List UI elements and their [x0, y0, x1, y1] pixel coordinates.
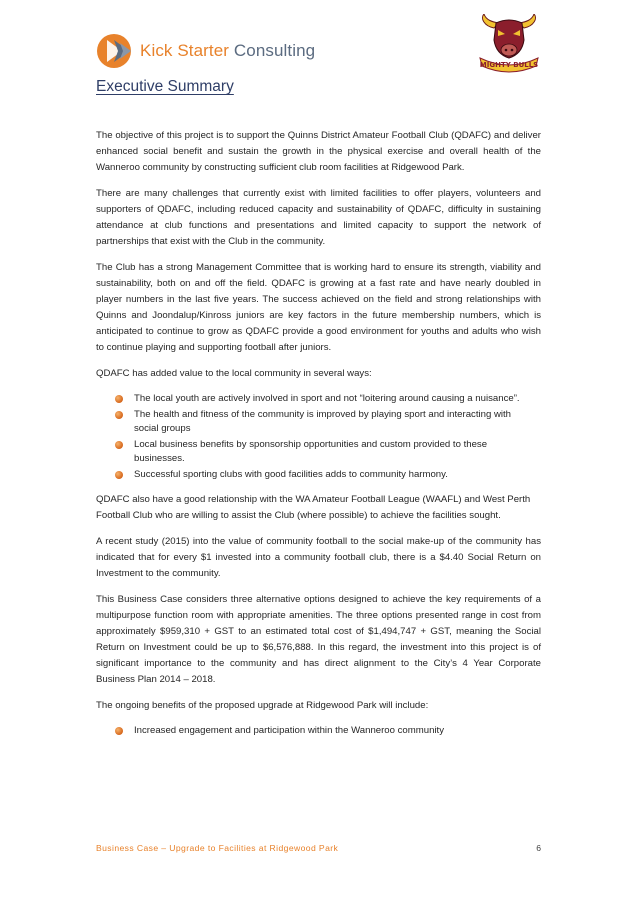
- list-item: The local youth are actively involved in sport and not “loitering around causing a nuisance”.: [134, 392, 541, 407]
- paragraph-objective: The objective of this project is to support the Quinns District Amateur Football Club (QDAFC) and deliver enhanced social benefit and sustain the growth in the physical exercise and overall health of the Wanneroo community by constructing sufficient club room facilities at Ridgewood Park.: [96, 130, 541, 173]
- list-item: Local business benefits by sponsorship opportunities and custom provided to these businesses.: [134, 438, 541, 467]
- paragraph-study: A recent study (2015) into the value of community football to the social make-up of the community has indicated that for every $1 invested into a community football club, there is a $4.40 Social Return on Investment to the community.: [96, 536, 541, 579]
- logo-consulting: Consulting: [233, 41, 316, 60]
- crest-label: MIGHTY BULLS: [479, 61, 539, 69]
- list-item: Increased engagement and participation within the Wanneroo community: [134, 724, 541, 739]
- paragraph-waafl: QDAFC also have a good relationship with the WA Amateur Football League (WAAFL) and West Perth Football Club who are willing to assist the Club (where possible) to achieve the facilities sought.: [96, 494, 531, 521]
- paragraph-management: The Club has a strong Management Committee that is working hard to ensure its strength, viability and sustainability, both on and off the field. QDAFC is growing at a fast rate and have nearly doubled in player numbers in the last five years. The success achieved on the field and strong relationships with Quinns and Joondalup/Kinross juniors are key factors in the future membership numbers, which is anticipated to continue to grow as QDAFC provide a good environment for youths and adults who wish to continue playing and supporting football after juniors.: [96, 262, 541, 353]
- paragraph-benefits-intro: The ongoing benefits of the proposed upgrade at Ridgewood Park will include:: [96, 700, 429, 711]
- list-item: Successful sporting clubs with good facilities adds to community harmony.: [134, 468, 541, 483]
- list-item: The health and fitness of the community is improved by playing sport and interacting with social groups: [134, 408, 541, 437]
- paragraph-business-case: This Business Case considers three alternative options designed to achieve the key requirements of a multipurpose function room with appropriate amenities. The three options presented range in cost from approximately $959,310 + GST to an estimated total cost of $1,494,747 + GST, meaning the Social Return on Investment could be up to $6,576,888. In this regard, the investment into this project is of significant importance to the community and has direct alignment to the City’s 4 Year Corporate Business Plan 2014 – 2018.: [96, 594, 541, 685]
- paragraph-added-value-intro: QDAFC has added value to the local community in several ways:: [96, 368, 372, 379]
- benefits-list: [96, 724, 541, 739]
- paragraph-challenges: There are many challenges that currently exist with limited facilities to offer players, volunteers and supporters of QDAFC, including reduced capacity and sustainability of QDAFC, difficulty in sustaining attendance at club functions and presentations and limited capacity to support the network of partnerships that exist with the Club in the community.: [96, 188, 541, 247]
- kick-starter-logo-icon: [96, 31, 136, 71]
- logo-kick-starter: Kick Starter: [140, 41, 230, 60]
- page-footer: [96, 843, 541, 853]
- company-logo: [96, 30, 315, 72]
- document-body: [96, 128, 541, 749]
- added-value-list: [96, 392, 541, 482]
- logo-wordmark: [140, 41, 315, 61]
- mighty-bulls-crest-icon: [474, 14, 544, 76]
- footer-document-title: Business Case – Upgrade to Facilities at Ridgewood Park: [96, 843, 339, 853]
- page-number: 6: [536, 843, 541, 853]
- page-title: Executive Summary: [96, 78, 234, 95]
